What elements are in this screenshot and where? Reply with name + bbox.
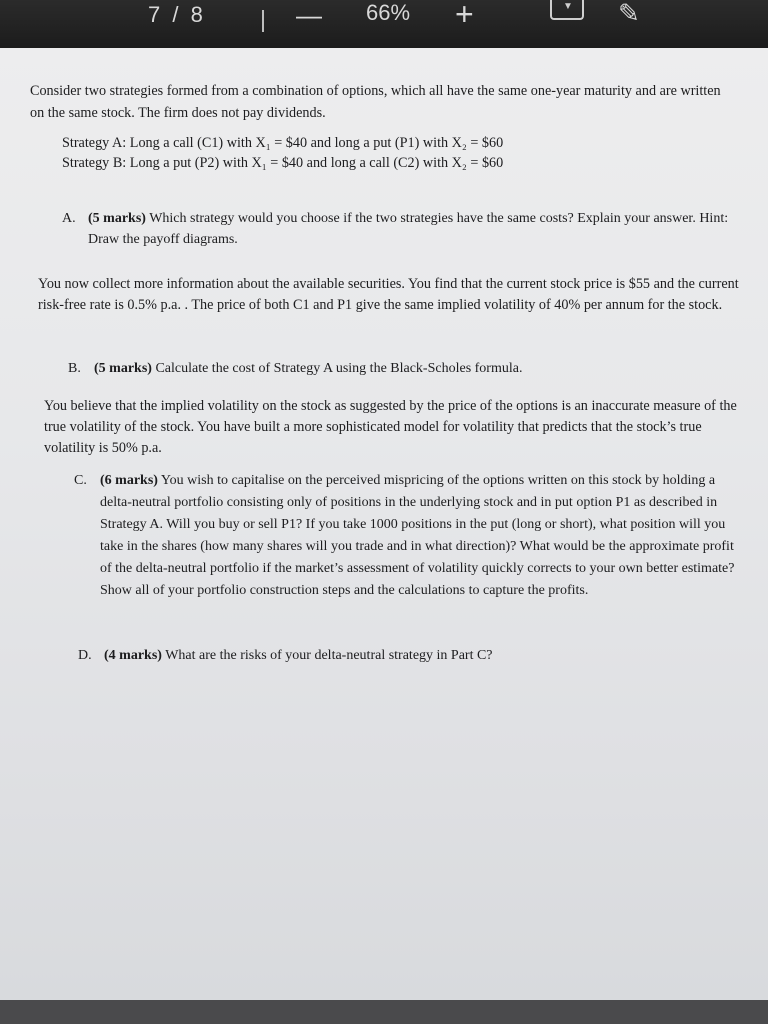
question-d-letter: D. (78, 648, 92, 663)
viewer-toolbar (0, 0, 768, 48)
question-c-letter: C. (74, 473, 87, 488)
question-c-marks: (6 marks) (100, 473, 158, 488)
toolbar-divider (262, 10, 264, 32)
zoom-out-button[interactable]: — (296, 0, 322, 30)
strategy-list (62, 133, 662, 173)
question-b-marks: (5 marks) (94, 361, 152, 376)
zoom-in-button[interactable]: + (455, 0, 474, 32)
markup-icon[interactable]: ✎ (618, 0, 640, 28)
question-b (68, 358, 748, 379)
question-d (78, 645, 738, 666)
intro-paragraph: Consider two strategies formed from a combination of options, which all have the same one-year maturity and are written on the same stock. The firm does not pay dividends. (30, 83, 721, 121)
question-a (62, 208, 752, 250)
document-page (0, 48, 768, 1000)
question-a-text: Which strategy would you choose if the two strategies have the same costs? Explain your answer. Hint: Draw the payoff diagrams. (88, 211, 729, 247)
question-a-letter: A. (62, 211, 76, 226)
page-indicator[interactable]: 7 / 8 (148, 2, 206, 27)
question-d-marks: (4 marks) (104, 648, 162, 663)
strategy-b: Strategy B: Long a put (P2) with X₁ = $40 and long a call (C2) with X₂ = $60 (62, 155, 504, 171)
screen-bezel (0, 1000, 768, 1024)
question-c-text: You wish to capitalise on the perceived mispricing of the options written on this stock by holding a delta-neutral portfolio consisting only of positions in the underlying stock and in put option P1 as described in Strategy A. Will you buy or sell P1? If you take 1000 positions in the put (long or short), what position will you take in the shares (how many shares will you trade and in what direction)? What would be the approximate profit of the delta-neutral portfolio if the market’s assessment of volatility quickly corrects to your own better estimate? Show all of your portfolio construction steps and the calculations to capture the profits. (100, 473, 735, 598)
question-d-text: What are the risks of your delta-neutral strategy in Part C? (165, 648, 493, 663)
question-b-text: Calculate the cost of Strategy A using the Black-Scholes formula. (155, 361, 523, 376)
question-a-marks: (5 marks) (88, 211, 146, 226)
belief-paragraph: You believe that the implied volatility on the stock as suggested by the price of the options is an inaccurate measure of the true volatility of the stock. You have built a more sophisticated model for volatility that predicts that the stock’s true volatility is 50% p.a. (44, 398, 737, 456)
question-c (74, 470, 746, 602)
save-icon[interactable] (550, 0, 584, 20)
strategy-a: Strategy A: Long a call (C1) with X₁ = $40 and long a put (P1) with X₂ = $60 (62, 135, 504, 151)
download-arrow-icon: ▼ (563, 1, 573, 12)
info-paragraph: You now collect more information about the available securities. You find that the current stock price is $55 and the current risk-free rate is 0.5% p.a. . The price of both C1 and P1 give the same implied volatility of 40% per annum for the stock. (38, 276, 739, 313)
zoom-level[interactable]: 66% (366, 0, 411, 25)
question-b-letter: B. (68, 361, 81, 376)
